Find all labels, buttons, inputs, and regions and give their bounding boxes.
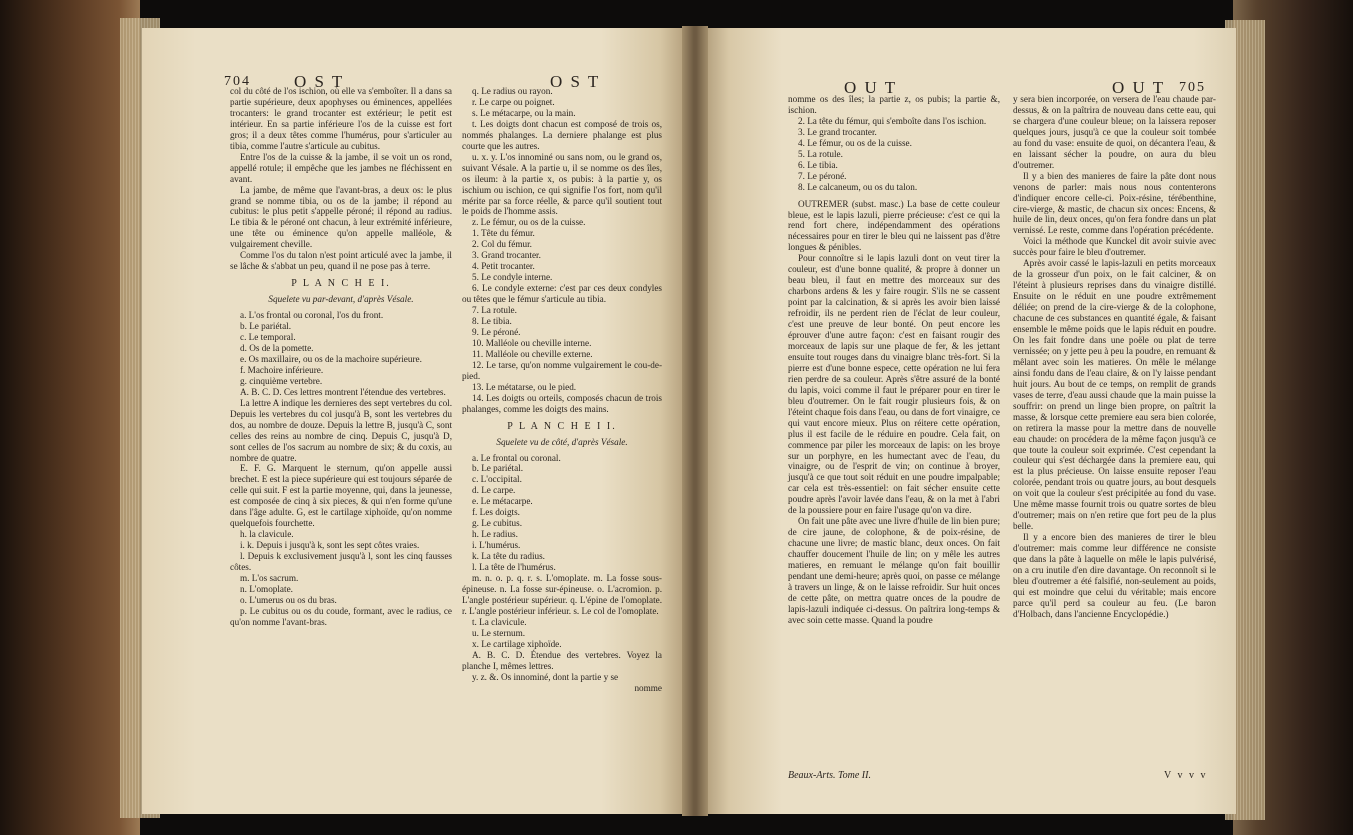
list-item: c. L'occipital. [472, 474, 522, 485]
list-item: q. Le radius ou rayon. [472, 86, 553, 96]
right-head-word-1: O U T [844, 78, 898, 97]
paragraph: Voici la méthode que Kunckel dit avoir suivie avec succès pour faire le bleu d'outremer. [1013, 236, 1216, 258]
list-item: h. la clavicule. [240, 529, 294, 540]
list-item: y. z. &. Os innominé, dont la partie y se [472, 671, 619, 682]
list-item: 5. Le condyle interne. [472, 272, 553, 283]
list-item: a. Le frontal ou coronal. [472, 452, 561, 463]
list-item: i. L'humérus. [472, 540, 521, 551]
list-item: 3. Grand trocanter. [472, 250, 541, 261]
paragraph: E. F. G. Marquent le sternum, qu'on appelle aussi brechet. E est la piece supérieure qui est toujours séparée de celle qui suit. F est la partie moyenne, qui, dans la jeunesse, est composée de cinq à six pieces, & qui n'en forme qu'une dans l'âge adulte. G, est le cartilage xiphoïde, qu'on nomme quelquefois fourchette. [230, 463, 452, 529]
list-item: l. La tête de l'humérus. [472, 562, 556, 573]
list-item: m. n. o. p. q. r. s. L'omoplate. m. La fosse sous-épineuse. n. La fosse sur-épineuse. o. L'acromion. p. L'angle postérieur supérieur. q. L'épine de l'omoplate. r. L'angle postérieur inférieur. s. Le col de l'omoplate. [462, 572, 662, 616]
plate-heading: P L A N C H E I. [291, 278, 391, 290]
list-item: r. Le carpe ou poignet. [472, 96, 555, 107]
list-item: A. B. C. D. Étendue des vertebres. Voyez la planche I, mêmes lettres. [462, 649, 662, 671]
list-item: a. L'os frontal ou coronal, l'os du front. [240, 310, 384, 321]
paragraph: Après avoir cassé le lapis-lazuli en petits morceaux de la grosseur d'un poix, on le fait calciner, & on l'éteint à plusieurs reprises dans du vinaigre distillé. Ensuite on le réduit en une poudre extrêmement déliée; on prend de la cire-vierge & de la colophone, chacune de ces substances en quantité égale, & faisant ensemble le même poids que le lapis réduit en poudre. On les fait fondre dans une poële ou plat de terre vernissée; on y jette peu à peu la poudre, en remuant & mêlant avec soin les matieres. On mêle le mélange ainsi fondu dans de l'eau claire, & on l'y laisse pendant huit jours. Au bout de ce temps, on remplit de grands vases de terre, d'eau aussi chaude que la main puisse la souffrir: on prend un linge bien propre, on paîtrit la masse, & lorsque cette premiere eau sera bien colorée, on retirera la masse pour la mettre dans de nouvelle eau chaude: on procédera de la même façon jusqu'à ce que toute la couleur soit exprimée. C'est cependant la couleur qui s'est déchargée dans la premiere eau, qui est la plus précieuse. On laisse ensuite reposer l'eau colorée, pendant trois ou quatre jours, au bout desquels on voit que la couleur s'est précipitée au fond du vase. Une même masse fournit trois ou quatre sortes de bleu d'outremer; mais on n'en retire que fort peu de la plus belle. [1013, 258, 1216, 532]
list-item: h. Le radius. [472, 529, 518, 540]
paragraph: Il y a bien des manieres de faire la pâte dont nous venons de parler: mais nous nous contenterons d'indiquer encore celle-ci. Poix-résine, térébenthine, cire-vierge, & mastic, de chacun six onces: Encens, & huile de lin, deux onces, qu'on fera fondre dans un plat vernissé. Le reste, comme dans l'opération précédente. [1013, 170, 1216, 236]
list-item: e. Le métacarpe. [472, 496, 533, 507]
book-cover-left [0, 0, 140, 835]
list-item: 6. Le condyle externe: c'est par ces deux condyles ou têtes que le fémur s'articule au tibia. [462, 283, 662, 305]
list-item: 11. Malléole ou cheville externe. [472, 348, 593, 359]
list-item: 8. Le tibia. [472, 316, 512, 327]
list-item: m. L'os sacrum. [240, 572, 299, 583]
list-item: 14. Les doigts ou orteils, composés chacun de trois phalanges, comme les doigts des mains. [462, 392, 662, 414]
list-item: 2. La tête du fémur, qui s'emboîte dans l'os ischion. [798, 115, 987, 126]
list-item: 3. Le grand trocanter. [798, 126, 877, 137]
paragraph: La jambe, de même que l'avant-bras, a deux os: le plus grand se nomme tibia, ou os de la jambe; il répond au cubitus: le plus petit s'appelle péroné; il répond au radius. Le tibia & le péroné ont chacun, à leur extrémité inférieure, une tête ou éminence qu'on appelle malléole, & vulgairement cheville. [230, 184, 452, 250]
list-item: k. La tête du radius. [472, 551, 545, 562]
list-item: 6. Le tibia. [798, 159, 838, 170]
list-item: u. x. y. L'os innominé ou sans nom, ou le grand os, suivant Vésale. A la partie u, il se nomme os des îles, os ileum: à la partie x, os pubis: à la partie y, os ischium ou ischion, ce qui signifie l'os fort, nom qu'il mérite par sa force réelle, & parce qu'il soutient tout le poids de l'homme assis. [462, 151, 662, 217]
paragraph: Comme l'os du talon n'est point articulé avec la jambe, il se lâche & s'abbat un peu, quand il ne pose pas à terre. [230, 250, 452, 272]
list-item: l. Depuis k exclusivement jusqu'à l, sont les cinq fausses côtes. [230, 551, 452, 573]
right-page [708, 28, 1236, 814]
list-item: d. Le carpe. [472, 485, 516, 496]
list-item: 1. Tête du fémur. [472, 228, 535, 239]
list-item: 10. Malléole ou cheville interne. [472, 337, 592, 348]
paragraph: Il y a encore bien des manieres de tirer le bleu d'outremer: mais comme leur différence ne consiste que dans la pâte à laquelle on mêle le lapis pulvérisé, on a cru inutile d'en dire davantage. On reconnoît si le bleu d'outremer a été falsifié, non-seulement au poids, qui est moindre que celui du véritable; mais encore parce qu'il perd sa couleur au feu. (Le baron d'Holbach, dans l'ancienne Encyclopédie.) [1013, 532, 1216, 619]
list-item: f. Les doigts. [472, 507, 520, 518]
list-item: u. Le sternum. [472, 627, 526, 638]
list-item: z. Le fémur, ou os de la cuisse. [472, 217, 586, 228]
right-page-number: 705 [1179, 80, 1206, 95]
list-item: i. k. Depuis i jusqu'à k, sont les sept côtes vraies. [240, 540, 420, 551]
left-page-number: 704 [224, 74, 251, 89]
paragraph: col du côté de l'os ischion, où elle va s'emboîter. Il a dans sa partie supérieure, deux apophyses ou éminences, appellées trocanters: le grand trocanter est extérieur; le petit est intérieur. En sa partie inférieure l'os de la cuisse est fort gros; il a deux têtes comme l'humérus, pour s'articuler au tibia, comme l'autre s'articule au cubitus. [230, 86, 452, 151]
plate-subtitle: Squelete vu de côté, d'après Vésale. [496, 436, 628, 447]
left-page-column-1 [230, 86, 452, 628]
plate-heading: P L A N C H E I I. [507, 420, 617, 432]
gutter [682, 26, 708, 816]
list-item: g. Le cubitus. [472, 518, 523, 529]
list-item: s. Le métacarpe, ou la main. [472, 107, 576, 118]
list-item: b. Le pariétal. [472, 463, 524, 474]
paragraph: Entre l'os de la cuisse & la jambe, il se voit un os rond, appellé rotule; il empêche que les jambes ne fléchissent en avant. [230, 151, 452, 184]
list-item: x. Le cartilage xiphoïde. [472, 638, 562, 649]
plate-subtitle: Squelete vu par-devant, d'après Vésale. [268, 294, 414, 305]
list-item: f. Machoire inférieure. [240, 364, 324, 375]
list-item: p. Le cubitus ou os du coude, formant, avec le radius, ce qu'on nomme l'avant-bras. [230, 605, 452, 627]
left-page-column-2 [462, 86, 662, 693]
right-page-column-1 [788, 94, 1000, 626]
paragraph: On fait une pâte avec une livre d'huile de lin bien pure; de cire jaune, de colophone, & de poix-résine, de chacune une livre; de mastic blanc, deux onces. On fait chauffer doucement l'huile de lin; on y mêle les autres matieres, en remuant le mélange qu'on fait bouillir pendant une demi-heure; après quoi, on passe ce mélange à travers un linge, & on le laisse refroidir. Sur huit onces de cette pâte, on mettra quatre onces de la poudre de lapis-lazuli indiquée ci-dessus. On paîtrira long-temps & avec soin cette masse. Quand la poudre [788, 516, 1000, 625]
list-item: n. L'omoplate. [240, 583, 293, 594]
list-item: 9. Le péroné. [472, 326, 521, 337]
list-item: 7. Le péroné. [798, 170, 847, 181]
list-item: o. L'umerus ou os du bras. [240, 594, 337, 605]
list-item: 13. Le métatarse, ou le pied. [472, 381, 577, 392]
list-item: c. Le temporal. [240, 332, 296, 343]
list-item: b. Le pariétal. [240, 321, 292, 332]
list-item: g. cinquième vertebre. [240, 375, 323, 386]
catchword: nomme [634, 682, 662, 693]
paragraph: Pour connoître si le lapis lazuli dont on veut tirer la couleur, est d'une bonne qualité, & propre à donner un beau bleu, il faut en mettre des morceaux sur des charbons ardens & les y faire rougir. S'ils ne se cassent point par la calcination, & si après les avoir bien laissé refroidir, ils ne perdent rien de l'éclat de leur couleur, c'est une preuve de leur bonté. On peut encore les éprouver d'une autre façon: c'est en faisant rougir des morceaux de lapis sur une plaque de fer, & les jettant ensuite tout rouges dans du vinaigre blanc très-fort. Si la pierre est d'une bonne espece, cette opération ne lui fera rien perdre de sa couleur. Après s'être assuré de la bonté du lapis, voici comme il faut le préparer pour en tirer le bleu d'outremer. On le fait rougir plusieurs fois, & on l'éteint chaque fois dans l'eau, ou dans de fort vinaigre, ce qui vaut encore mieux. Plus on réitere cette opération, plus il est facile de le réduire en poudre. Cela fait, on commence par piler les morceaux de lapis: on les broye sur un porphyre, en les humectant avec de l'eau, du vinaigre, ou de l'esprit de vin; on continue à broyer, jusqu'à ce que tout soit réduit en une poudre impalpable; car cela est très-essentiel: on fait sécher ensuite cette poudre après l'avoir lavée dans l'eau, & on la met à l'abri de la poussiere pour en faire l'usage qu'on va dire. [788, 253, 1000, 516]
list-item: 12. Le tarse, qu'on nomme vulgairement le cou-de-pied. [462, 359, 662, 381]
list-item: t. Les doigts dont chacun est composé de trois os, nommés phalanges. La derniere phalange est plus courte que les autres. [462, 118, 662, 151]
list-item: 4. Petit trocanter. [472, 261, 535, 272]
list-item: t. La clavicule. [472, 616, 527, 627]
list-item: d. Os de la pomette. [240, 342, 314, 353]
right-head-word-2: O U T [1112, 78, 1166, 97]
signature-mark: V v v v [1164, 770, 1208, 781]
footer-volume: Beaux-Arts. Tome II. [788, 770, 871, 781]
paragraph: La lettre A indique les dernieres des sept vertebres du col. Depuis les vertebres du col jusqu'à B, sont les vertebres du dos, au nombre de douze. Depuis la lettre B, jusqu'à C, sont celles des reins au nombre de cinq. Depuis C, jusqu'à D, sont celles de l'os sacrum au nombre de six; & du coxis, au nombre de quatre. [230, 397, 453, 463]
left-head-word-1: O S T [294, 72, 345, 91]
paragraph: nomme os des îles; la partie z, os pubis; la partie &, ischion. [788, 94, 1000, 115]
left-head-word-2: O S T [550, 72, 601, 91]
list-item: A. B. C. D. Ces lettres montrent l'étendue des vertebres. [240, 386, 446, 397]
list-item: 2. Col du fémur. [472, 239, 532, 250]
list-item: 4. Le fémur, ou os de la cuisse. [798, 137, 912, 148]
list-item: 7. La rotule. [472, 305, 517, 316]
right-page-column-2 [1013, 94, 1216, 620]
list-item: 8. Le calcaneum, ou os du talon. [798, 181, 918, 192]
list-item: 5. La rotule. [798, 148, 843, 159]
left-page [142, 28, 682, 814]
paragraph: OUTREMER (subst. masc.) La base de cette couleur bleue, est le lapis lazuli, pierre précieuse: c'est ce qui la rend fort chere, indépendamment des opérations nécessaires pour en tirer le bleu qui ne laissent pas d'être longues & pénibles. [788, 198, 1000, 253]
list-item: e. Os maxillaire, ou os de la machoire supérieure. [240, 353, 422, 364]
paragraph: y sera bien incorporée, on versera de l'eau chaude par-dessus, & on la paîtrira de nouveau dans cette eau, qui se chargera d'une couleur bleue; on la laissera reposer quelques jours, jusqu'à ce que la couleur soit tombée au fond du vase: ensuite de quoi, on décantera l'eau, & en laissant sécher la poudre, on aura du bleu d'outremer. [1013, 94, 1216, 170]
